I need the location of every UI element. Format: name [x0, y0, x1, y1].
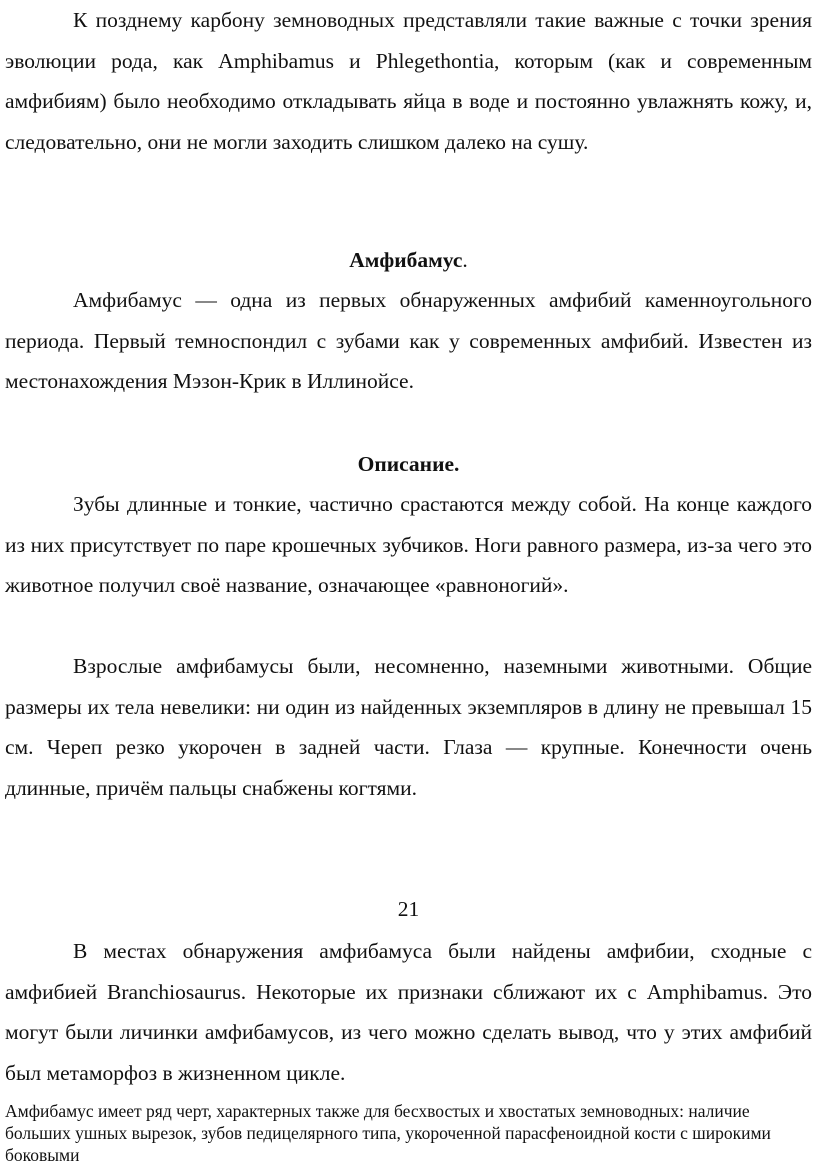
heading-amphibamus-text: Амфибамус — [349, 248, 463, 272]
footnote: Амфибамус имеет ряд черт, характерных также для бесхвостых и хвостатых земноводных: наличие больших ушных вырезок, зубов педицелярного типа, укороченной парасфеноидной кости с широкими боковыми — [5, 1101, 771, 1165]
heading-amphibamus-dot: . — [462, 248, 468, 272]
paragraph-intro: К позднему карбону земноводных представляли такие важные с точки зрения эволюции рода, как Amphibamus и Phlegethontia, которым (как и современным амфибиям) было необходимо откладывать яйца в воде и постоянно увлажнять кожу, и, следовательно, они не могли заходить слишком далеко на сушу. — [5, 8, 812, 154]
paragraph-adults: Взрослые амфибамусы были, несомненно, наземными животными. Общие размеры их тела невелики: ни один из найденных экземпляров в длину не превышал 15 см. Череп резко укорочен в задней части. Глаза — крупные. Конечности очень длинные, причём пальцы снабжены когтями. — [5, 654, 812, 800]
paragraph-amphibamus-intro: Амфибамус — одна из первых обнаруженных амфибий каменноугольного периода. Первый темноспондил с зубами как у современных амфибий. Известен из местонахождения Мэзон-Крик в Иллинойсе. — [5, 288, 812, 393]
heading-description: Описание. — [357, 452, 460, 476]
paragraph-larvae: В местах обнаружения амфибамуса были найдены амфибии, сходные с амфибией Branchiosaurus. Некоторые их признаки сближают их с Amphibamus. Это могут были личинки амфибамусов, из чего можно сделать вывод, что у этих амфибий был метаморфоз в жизненном цикле. — [5, 939, 812, 1085]
paragraph-teeth: Зубы длинные и тонкие, частично срастаются между собой. На конце каждого из них присутствует по паре крошечных зубчиков. Ноги равного размера, из-за чего это животное получил своё название, означающее «равноногий». — [5, 492, 812, 597]
heading-amphibamus — [5, 240, 812, 280]
page-number: 21 — [397, 897, 420, 921]
